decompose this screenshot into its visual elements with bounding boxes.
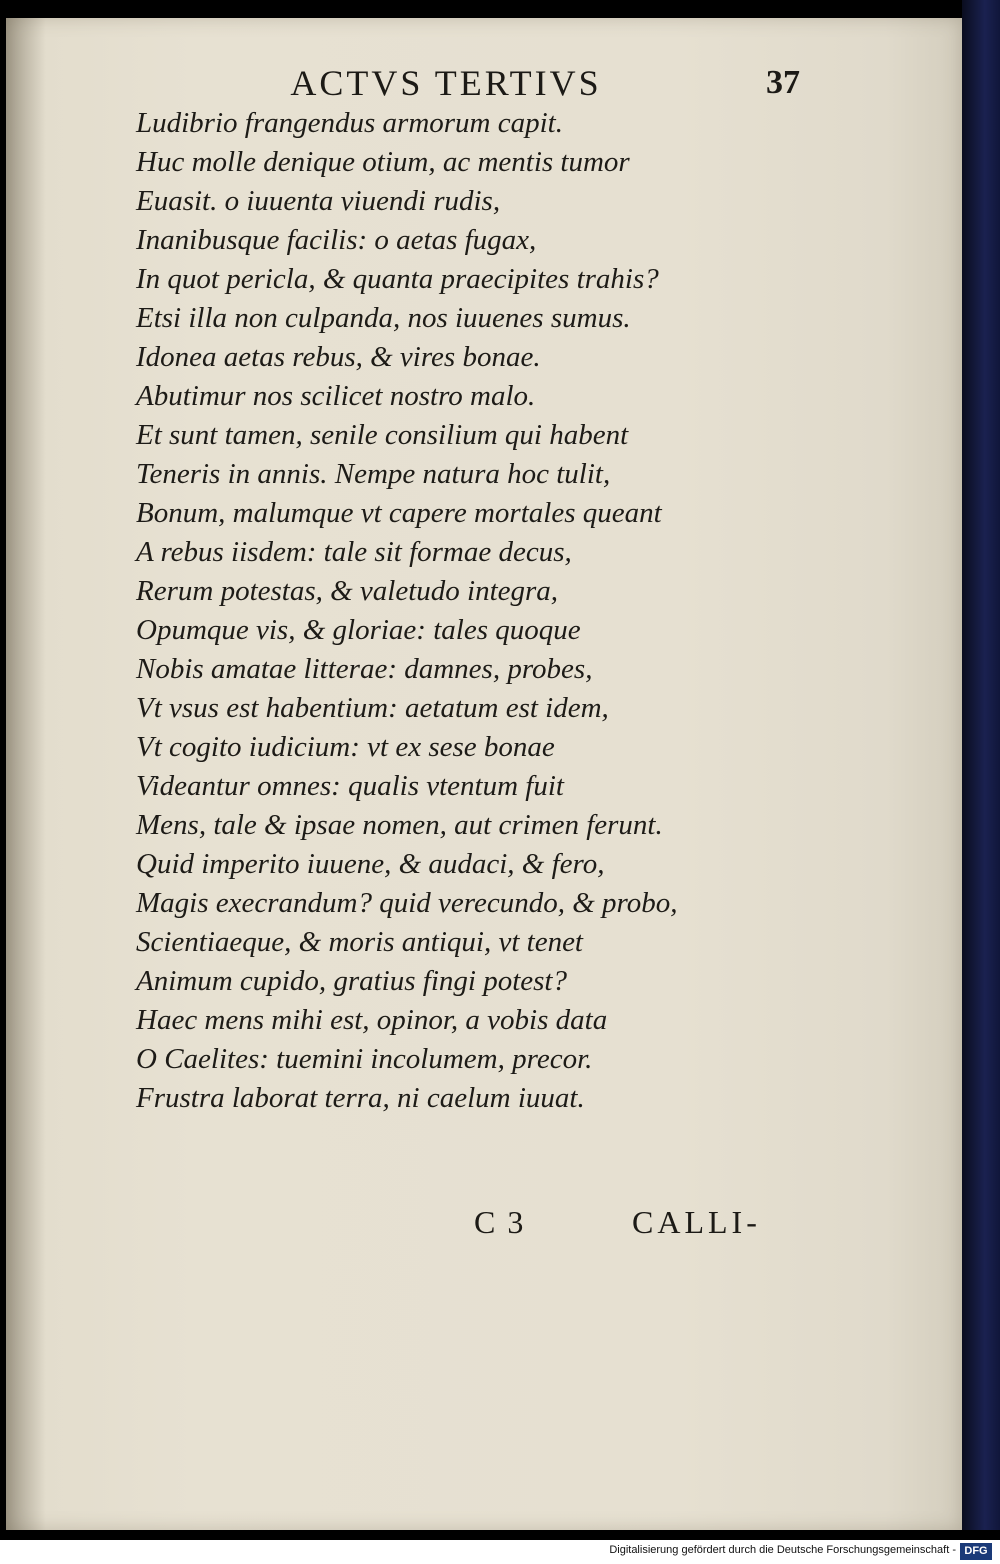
verse-line: In quot pericla, & quanta praecipites trahis? [136,263,659,295]
dfg-logo-icon: DFG [960,1543,992,1560]
verse-line: Videantur omnes: qualis vtentum fuit [136,770,564,802]
scan-backdrop [962,0,1000,1530]
funding-credit: Digitalisierung gefördert durch die Deutsche Forschungsgemeinschaft - [609,1544,956,1556]
verse-line: Opumque vis, & gloriae: tales quoque [136,614,581,646]
verse-line: A rebus iisdem: tale sit formae decus, [136,536,572,568]
verse-line: Nobis amatae litterae: damnes, probes, [136,653,593,685]
verse-line: Abutimur nos scilicet nostro malo. [136,380,536,412]
book-page [6,18,962,1530]
credit-bar [0,1540,1000,1564]
page-number: 37 [766,64,800,101]
verse-block [136,104,856,1118]
verse-line: Scientiaeque, & moris antiqui, vt tenet [136,926,583,958]
verse-line: Teneris in annis. Nempe natura hoc tulit, [136,458,611,490]
signature-mark: C 3 [474,1204,526,1240]
verse-line: Animum cupido, gratius fingi potest? [136,965,567,997]
verse-line: Quid imperito iuuene, & audaci, & fero, [136,848,605,880]
running-head: ACTVS TERTIVS [290,63,602,103]
verse-line: Idonea aetas rebus, & vires bonae. [136,341,541,373]
verse-line: Haec mens mihi est, opinor, a vobis data [136,1004,608,1036]
verse-line: Ludibrio frangendus armorum capit. [136,107,563,139]
gutter-shadow [6,18,46,1530]
verse-line: O Caelites: tuemini incolumem, precor. [136,1043,593,1075]
verse-line: Euasit. o iuuenta viuendi rudis, [136,185,501,217]
verse-line: Mens, tale & ipsae nomen, aut crimen ferunt. [136,809,663,841]
verse-line: Vt cogito iudicium: vt ex sese bonae [136,731,555,763]
catchword: CALLI- [632,1204,761,1240]
verse-line: Magis execrandum? quid verecundo, & probo, [136,887,678,919]
verse-line: Frustra laborat terra, ni caelum iuuat. [136,1082,585,1114]
verse-line: Rerum potestas, & valetudo integra, [136,575,559,607]
verse-line: Inanibusque facilis: o aetas fugax, [136,224,537,256]
verse-line: Bonum, malumque vt capere mortales queant [136,497,662,529]
verse-line: Etsi illa non culpanda, nos iuuenes sumus. [136,302,631,334]
verse-line: Huc molle denique otium, ac mentis tumor [136,146,630,178]
verse-line: Et sunt tamen, senile consilium qui habent [136,419,629,451]
verse-line: Vt vsus est habentium: aetatum est idem, [136,692,609,724]
